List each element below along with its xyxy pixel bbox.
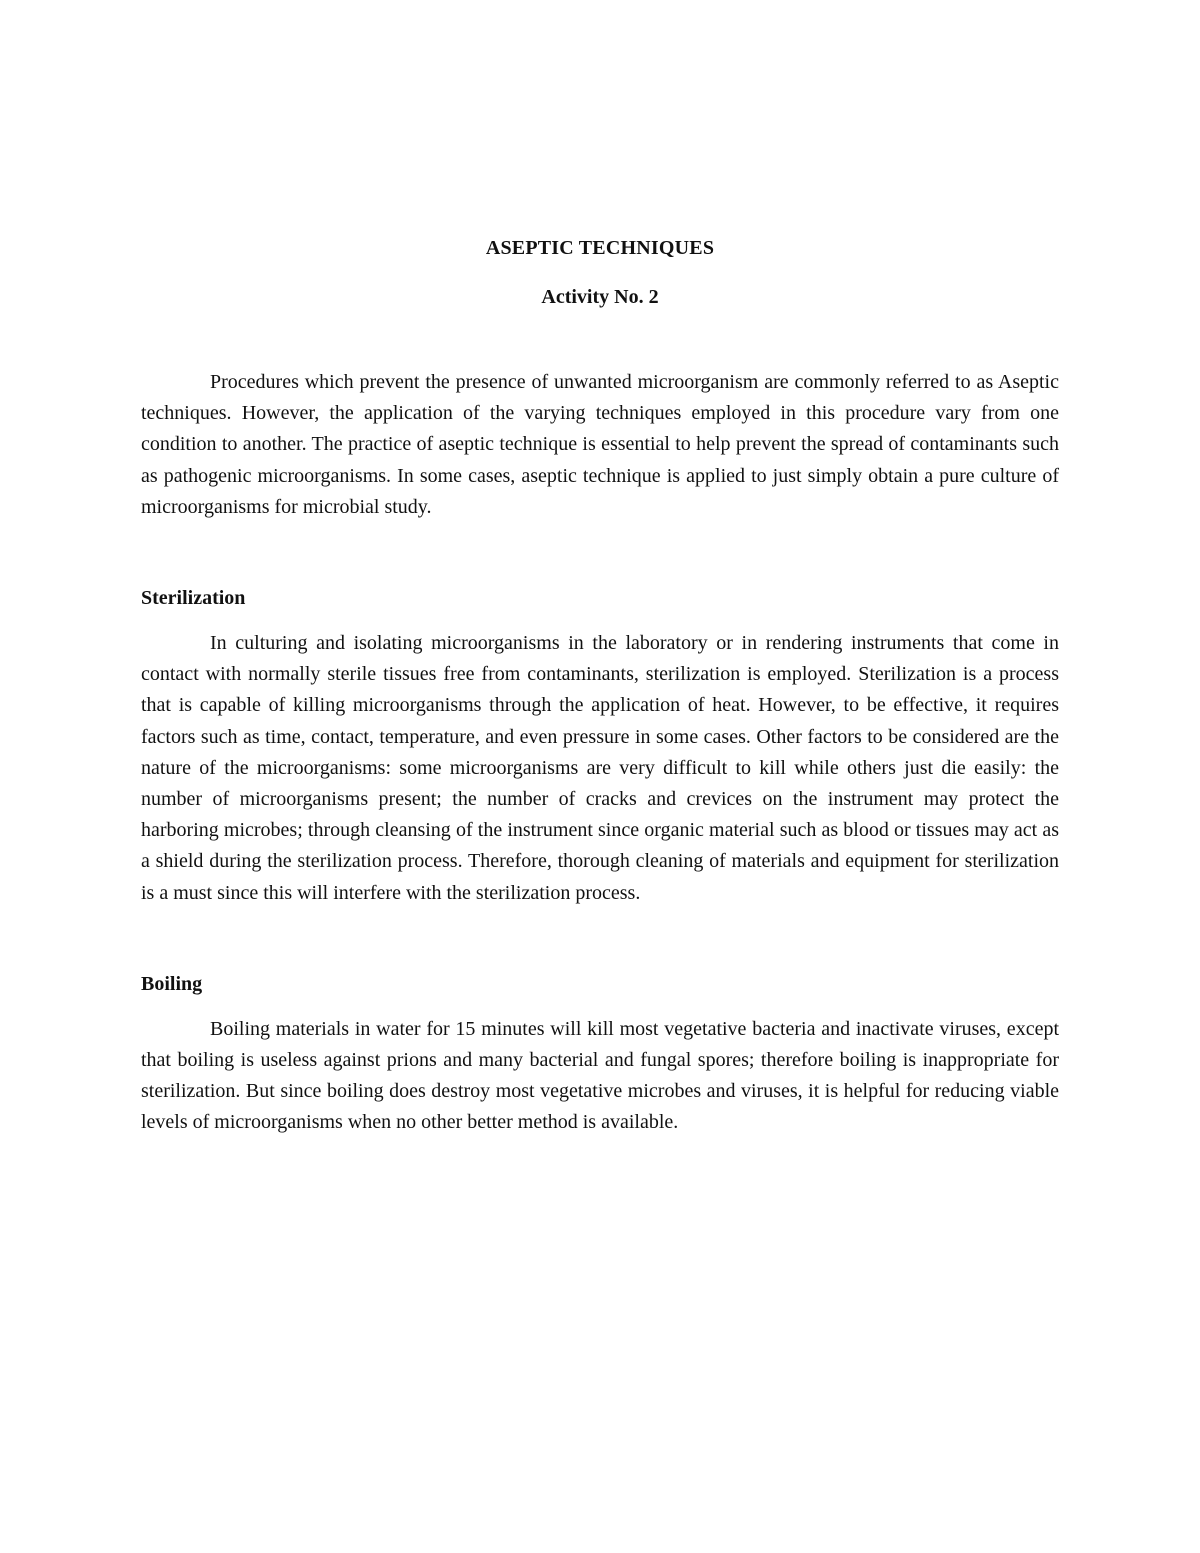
activity-number: Activity No. 2 xyxy=(541,286,659,308)
section-body-sterilization: In culturing and isolating microorganisms in the laboratory or in rendering instruments that come in contact with normally sterile tissues free from contaminants, sterilization is employed. Sterilization is a process that is capable of killing microorganisms through the application of heat. However, to be effective, it requires factors such as time, contact, temperature, and even pressure in some cases. Other factors to be considered are the nature of the microorganisms: some microorganisms are very difficult to kill while others just die easily: the number of microorganisms present; the number of cracks and crevices on the instrument may protect the harboring microbes; through cleansing of the instrument since organic material such as blood or tissues may act as a shield during the sterilization process. Therefore, thorough cleaning of materials and equipment for sterilization is a must since this will interfere with the sterilization process. xyxy=(141,632,1059,904)
intro-paragraph: Procedures which prevent the presence of unwanted microorganism are commonly referred to as Aseptic techniques. However, the application of the varying techniques employed in this procedure vary from one condition to another. The practice of aseptic technique is essential to help prevent the spread of contaminants such as pathogenic microorganisms. In some cases, aseptic technique is applied to just simply obtain a pure culture of microorganisms for microbial study. xyxy=(141,371,1059,518)
document-title: ASEPTIC TECHNIQUES xyxy=(485,237,715,259)
section-heading-boiling: Boiling xyxy=(141,972,203,995)
section-body-boiling: Boiling materials in water for 15 minutes will kill most vegetative bacteria and inactivate viruses, except that boiling is useless against prions and many bacterial and fungal spores; therefore boiling is inappropriate for sterilization. But since boiling does destroy most vegetative microbes and viruses, it is helpful for reducing viable levels of microorganisms when no other better method is available. xyxy=(141,1017,1059,1134)
document-content xyxy=(141,232,1059,1139)
section-heading-sterilization: Sterilization xyxy=(141,587,246,610)
